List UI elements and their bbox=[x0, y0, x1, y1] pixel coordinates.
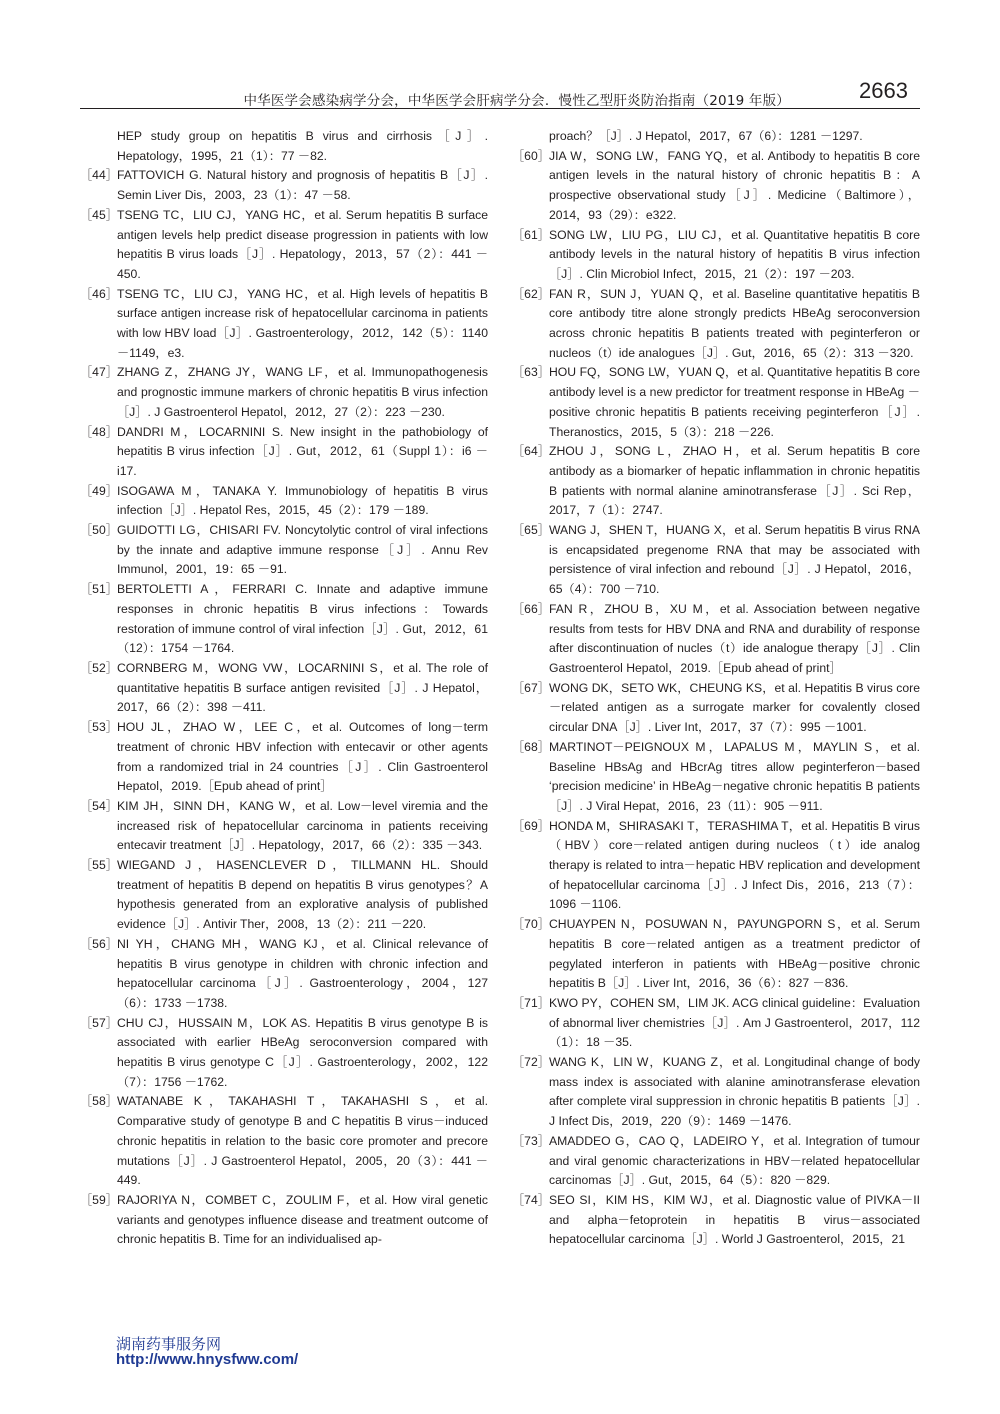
reference-text: JIA W，SONG LW，FANG YQ，et al. Antibody to hepatitis B core antigen levels in the natural history of chronic hepatitis B：A prospective observational study［J］. Medicine（Baltimore），2014，93（29）：e322. bbox=[549, 148, 920, 222]
reference-item bbox=[80, 580, 488, 659]
header-title: 中华医学会感染病学分会，中华医学会肝病学分会．慢性乙型肝炎防治指南（2019 年版） bbox=[243, 93, 790, 109]
reference-text: KWO PY，COHEN SM，LIM JK. ACG clinical guideline：Evaluation of abnormal liver chemistries［J］. Am J Gastroenterol，2017，112（1）：18 －35. bbox=[549, 995, 920, 1050]
reference-text: HOU JL，ZHAO W，LEE C，et al. Outcomes of long－term treatment of chronic HBV infection with entecavir or other agents from a randomized trial in 24 countries［J］. Clin Gastroenterol Hepatol，2019.［Epub ahead of print］ bbox=[117, 720, 488, 794]
reference-text: KIM JH，SINN DH，KANG W，et al. Low－level viremia and the increased risk of hepatocellular carcinoma in patients receiving entecavir treatment［J］. Hepatology，2017，66（2）：335 －343. bbox=[117, 798, 488, 853]
reference-continuation: HEP study group on hepatitis B virus and cirrhosis［J］. Hepatology，1995，21（1）：77 －82. bbox=[117, 129, 488, 163]
reference-text: CHU CJ，HUSSAIN M，LOK AS. Hepatitis B virus genotype B is associated with earlier HBeAg seroconversion compared with hepatitis B virus genotype C［J］. Gastroenterology，2002，122（7）：1756 －1762. bbox=[117, 1015, 488, 1089]
reference-number: ［60］ bbox=[512, 148, 550, 163]
reference-number: ［55］ bbox=[80, 858, 118, 873]
reference-item bbox=[80, 856, 488, 935]
reference-item bbox=[512, 679, 920, 738]
reference-text: GUIDOTTI LG，CHISARI FV. Noncytolytic control of viral infections by the innate and adaptive immune response［J］. Annu Rev Immunol，2001，19：65 －91. bbox=[117, 523, 488, 577]
reference-text: FAN R，SUN J，YUAN Q，et al. Baseline quantitative hepatitis B core antibody titre alone strongly predicts HBeAg seroconversion across chronic hepatitis B patients treated with peginterferon or nucleos（t）ide analogues［J］. Gut，2016，65（2）：313 －320. bbox=[549, 286, 920, 360]
reference-text: SONG LW，LIU PG，LIU CJ，et al. Quantitative hepatitis B core antibody levels in the natural history of hepatitis B virus infection［J］. Clin Microbiol Infect，2015，21（2）：197 －203. bbox=[549, 227, 920, 281]
left-column bbox=[80, 127, 488, 1250]
reference-text: CORNBERG M，WONG VW，LOCARNINI S，et al. The role of quantitative hepatitis B surface antigen revisited［J］. J Hepatol，2017，66（2）：398 －411. bbox=[117, 660, 488, 715]
reference-item bbox=[512, 442, 920, 521]
reference-text: ZHANG Z，ZHANG JY，WANG LF，et al. Immunopathogenesis and prognostic immune markers of chronic hepatitis B virus infection［J］. J Gastroenterol Hepatol，2012，27（2）：223 －230. bbox=[117, 365, 488, 419]
reference-text: ZHOU J，SONG L，ZHAO H，et al. Serum hepatitis B core antibody as a biomarker of hepatic inflammation in chronic hepatitis B patients with normal alanine aminotransferase［J］. Sci Rep，2017，7（1）：2747. bbox=[549, 444, 920, 518]
reference-text: TSENG TC，LIU CJ，YANG HC，et al. Serum hepatitis B surface antigen levels help predict disease progression in patients with low hepatitis B virus loads［J］. Hepatology，2013，57（2）：441 －450. bbox=[117, 207, 488, 281]
reference-item bbox=[512, 147, 920, 226]
footer-site-name: 湖南药事服务网 bbox=[116, 1335, 222, 1353]
reference-item bbox=[80, 206, 488, 285]
reference-text: TSENG TC，LIU CJ，YANG HC，et al. High levels of hepatitis B surface antigen increase risk of hepatocellular carcinoma in patients with low HBV load［J］. Gastroenterology，2012，142（5）：1140 －1149，e3. bbox=[117, 286, 488, 360]
reference-item bbox=[512, 1191, 920, 1250]
reference-text: DANDRI M，LOCARNINI S. New insight in the pathobiology of hepatitis B virus infection［J］. Gut，2012，61（Suppl 1）：i6 －i17. bbox=[117, 424, 488, 478]
reference-item bbox=[512, 738, 920, 817]
reference-number: ［46］ bbox=[80, 286, 118, 301]
reference-number: ［51］ bbox=[80, 582, 118, 597]
reference-number: ［53］ bbox=[80, 720, 118, 735]
reference-text: WIEGAND J，HASENCLEVER D，TILLMANN HL. Should treatment of hepatitis B depend on hepatitis B virus genotypes？A hypothesis generated from an explorative analysis of published evidence［J］. Antivir Ther，2008，13（2）：211 －220. bbox=[117, 858, 488, 932]
reference-item bbox=[512, 363, 920, 442]
reference-number: ［70］ bbox=[512, 917, 550, 932]
reference-item bbox=[512, 226, 920, 285]
reference-number: ［47］ bbox=[80, 365, 118, 380]
reference-text: SEO SI，KIM HS，KIM WJ，et al. Diagnostic value of PIVKA－II and alpha－fetoprotein in hepatitis B virus－associated hepatocellular carcinoma［J］. World J Gastroenterol，2015，21 bbox=[549, 1192, 920, 1247]
reference-number: ［57］ bbox=[80, 1015, 118, 1030]
reference-number: ［48］ bbox=[80, 424, 118, 439]
reference-number: ［67］ bbox=[512, 680, 550, 695]
footer-url-link[interactable]: http://www.hnysfww.com/ bbox=[116, 1351, 299, 1368]
reference-number: ［66］ bbox=[512, 601, 550, 616]
reference-number: ［56］ bbox=[80, 936, 118, 951]
reference-number: ［72］ bbox=[512, 1055, 550, 1070]
reference-text: NI YH，CHANG MH，WANG KJ，et al. Clinical relevance of hepatitis B virus genotype in children with chronic infection and hepatocellular carcinoma［J］. Gastroenterology，2004，127（6）：1733 －1738. bbox=[117, 936, 488, 1010]
reference-item bbox=[512, 1053, 920, 1132]
reference-number: ［49］ bbox=[80, 483, 118, 498]
reference-number: ［50］ bbox=[80, 523, 118, 538]
reference-item bbox=[80, 797, 488, 856]
reference-number: ［64］ bbox=[512, 444, 550, 459]
reference-item bbox=[80, 285, 488, 364]
reference-text: RAJORIYA N，COMBET C，ZOULIM F，et al. How viral genetic variants and genotypes influence disease and treatment outcome of chronic hepatitis B. Time for an individualised ap- bbox=[117, 1192, 488, 1247]
reference-text: BERTOLETTI A，FERRARI C. Innate and adaptive immune responses in chronic hepatitis B virus infections：Towards restoration of immune control of viral infection［J］. Gut，2012，61（12）：1754 －1764. bbox=[117, 582, 488, 656]
reference-item bbox=[80, 363, 488, 422]
reference-text: WATANABE K，TAKAHASHI T，TAKAHASHI S，et al. Comparative study of genotype B and C hepatitis B virus－induced chronic hepatitis in relation to the basic core promoter and precore mutations［J］. J Gastroenterol Hepatol，2005，20（3）：441 －449. bbox=[117, 1094, 488, 1188]
reference-item bbox=[512, 817, 920, 916]
reference-text: WANG J，SHEN T，HUANG X，et al. Serum hepatitis B virus RNA is encapsidated pregenome RNA that may be associated with persistence of viral infection and rebound［J］. J Hepatol，2016，65（4）：700 －710. bbox=[549, 523, 920, 597]
reference-item bbox=[80, 1092, 488, 1191]
reference-item bbox=[512, 600, 920, 679]
reference-item bbox=[80, 935, 488, 1014]
reference-text: FAN R，ZHOU B，XU M，et al. Association between negative results from tests for HBV DNA and RNA and durability of response after discontinuation of nucles（t）ide analogue therapy［J］. Clin Gastroenterol Hepatol，2019.［Epub ahead of print］ bbox=[549, 601, 920, 675]
reference-number: ［69］ bbox=[512, 818, 550, 833]
reference-number: ［58］ bbox=[80, 1094, 118, 1109]
reference-text: FATTOVICH G. Natural history and prognosis of hepatitis B［J］. Semin Liver Dis，2003，23（1）：47 －58. bbox=[117, 168, 488, 203]
reference-number: ［71］ bbox=[512, 995, 550, 1010]
reference-item bbox=[80, 718, 488, 797]
reference-text: MARTINOT－PEIGNOUX M，LAPALUS M，MAYLIN S，et al. Baseline HBsAg and HBcrAg titres allow peginterferon－based ‘precision medicine’ in HBeAg－negative chronic hepatitis B patients［J］. J Viral Hepat，2016，23（11）：905 －911. bbox=[549, 739, 920, 813]
reference-number: ［54］ bbox=[80, 798, 118, 813]
reference-number: ［65］ bbox=[512, 523, 550, 538]
reference-item bbox=[80, 423, 488, 482]
reference-text: CHUAYPEN N，POSUWAN N，PAYUNGPORN S，et al. Serum hepatitis B core－related antigen as a treatment predictor of pegylated interferon in patients with HBeAg－positive chronic hepatitis B［J］. Liver Int，2016，36（6）：827 －836. bbox=[549, 917, 920, 991]
reference-item bbox=[512, 915, 920, 994]
reference-item bbox=[512, 1132, 920, 1191]
reference-item bbox=[80, 166, 488, 205]
reference-text: WANG K，LIN W，KUANG Z，et al. Longitudinal change of body mass index is associated with alanine aminotransferase elevation after complete viral suppression in chronic hepatitis B patients［J］. J Infect Dis，2019，220（9）：1469 －1476. bbox=[549, 1055, 920, 1129]
reference-number: ［52］ bbox=[80, 660, 118, 675]
reference-text: HONDA M，SHIRASAKI T，TERASHIMA T，et al. Hepatitis B virus（HBV）core－related antigen during nucleos（t）ide analog therapy is related to intra－hepatic HBV replication and development of hepatocellular carcinoma［J］. J Infect Dis，2016，213（7）：1096 －1106. bbox=[549, 818, 920, 912]
reference-number: ［44］ bbox=[80, 168, 118, 183]
right-column bbox=[512, 127, 920, 1250]
reference-item bbox=[80, 1191, 488, 1250]
reference-text: ISOGAWA M，TANAKA Y. Immunobiology of hepatitis B virus infection［J］. Hepatol Res，2015，45（2）：179 －189. bbox=[117, 483, 488, 518]
reference-text: HOU FQ，SONG LW，YUAN Q，et al. Quantitative hepatitis B core antibody level is a new predictor for treatment response in HBeAg － positive chronic hepatitis B patients receiving peginterferon［J］. Theranostics，2015，5（3）：218 －226. bbox=[549, 365, 920, 439]
reference-number: ［73］ bbox=[512, 1133, 550, 1148]
reference-text: AMADDEO G，CAO Q，LADEIRO Y，et al. Integration of tumour and viral genomic characterizations in HBV－related hepatocellular carcinomas［J］. Gut，2015，64（5）：820 －829. bbox=[549, 1133, 920, 1188]
reference-text: WONG DK，SETO WK，CHEUNG KS，et al. Hepatitis B virus core－related antigen as a surrogate marker for covalently closed circular DNA［J］. Liver Int，2017，37（7）：995 －1001. bbox=[549, 680, 920, 735]
reference-item bbox=[80, 1014, 488, 1093]
reference-number: ［61］ bbox=[512, 227, 550, 242]
reference-number: ［74］ bbox=[512, 1192, 550, 1207]
reference-item bbox=[512, 285, 920, 364]
reference-continuation: proach？［J］. J Hepatol，2017，67（6）：1281 －1297. bbox=[549, 129, 863, 143]
reference-number: ［59］ bbox=[80, 1192, 118, 1207]
reference-number: ［68］ bbox=[512, 739, 550, 754]
reference-number: ［63］ bbox=[512, 365, 550, 380]
reference-item bbox=[512, 521, 920, 600]
reference-item bbox=[80, 482, 488, 521]
reference-item bbox=[512, 994, 920, 1053]
reference-item bbox=[80, 521, 488, 580]
reference-number: ［62］ bbox=[512, 286, 550, 301]
page-number: 2663 bbox=[859, 78, 908, 103]
running-header bbox=[80, 78, 920, 109]
reference-number: ［45］ bbox=[80, 207, 118, 222]
reference-item bbox=[80, 659, 488, 718]
